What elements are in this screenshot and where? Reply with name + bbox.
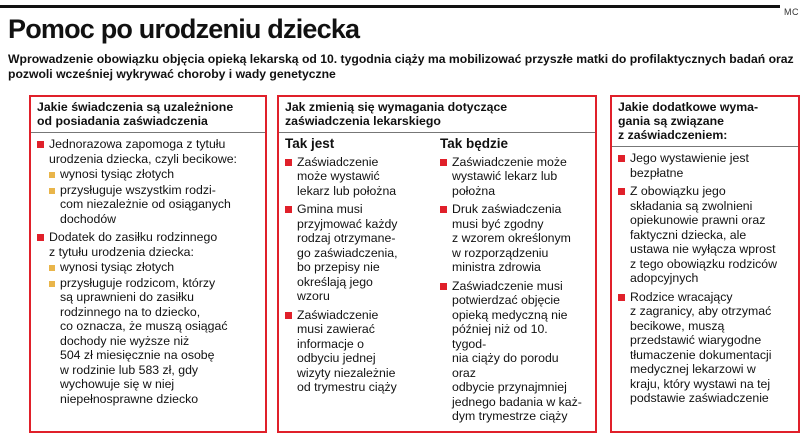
sub-item: przysługuje wszystkim rodzi- com niezależnie od osiąganych dochodów	[49, 183, 259, 227]
box-heading: Jakie dodatkowe wyma- gania są związane z zaświadczeniem:	[612, 97, 798, 147]
list-item: Rodzice wracający z zagranicy, aby otrzymać becikowe, muszą przedstawić wiarygodne tłumaczenie dokumentacji medycznej lekarzowi w kraju, który wystawi na tej podstawie zaświadczenie	[618, 290, 792, 406]
column-future	[440, 137, 585, 428]
sub-list	[49, 260, 259, 406]
item-text: Jednorazowa zapomoga z tytułu urodzenia dziecka, czyli becikowe:	[49, 137, 237, 166]
list-item	[37, 230, 259, 406]
column-current	[285, 137, 430, 428]
box-conditional-benefits	[29, 95, 267, 433]
additional-list	[618, 151, 792, 406]
current-rules-list	[285, 155, 430, 395]
column-title: Tak jest	[285, 136, 335, 151]
lead-paragraph: Wprowadzenie obowiązku objęcia opieką lekarską od 10. tygodnia ciąży ma mobilizować przyszłe matki do profilaktycznych badań oraz pozwoli wcześniej wykrywać choroby i wady genetyczne	[8, 52, 794, 81]
box-heading: Jak zmienią się wymagania dotyczące zaświadczenia lekarskiego	[279, 97, 595, 133]
top-rule	[0, 5, 780, 8]
benefit-list	[37, 137, 259, 406]
future-rules-list	[440, 155, 585, 424]
item-text: Dodatek do zasiłku rodzinnego z tytułu urodzenia dziecka:	[49, 230, 218, 259]
list-item: Zaświadczenie musi potwierdzać objęcie opieką medyczną nie później niż od 10. tygod- nia ciąży do porodu oraz odbycie przynajmniej jednego badania w każ- dym trymestrze ciąży	[440, 279, 585, 424]
sub-list	[49, 167, 259, 226]
column-title: Tak będzie	[440, 136, 509, 151]
list-item: Gmina musi przyjmować każdy rodzaj otrzymane- go zaświadczenia, bo przepisy nie określają jego wzoru	[285, 202, 430, 304]
list-item	[37, 137, 259, 226]
list-item: Z obowiązku jego składania są zwolnieni opiekunowie prawni oraz faktyczni dziecka, ale ustawa nie wyłącza wprost z tego obowiązku rodziców adopcyjnych	[618, 184, 792, 286]
sub-item: wynosi tysiąc złotych	[49, 260, 259, 275]
author-credit: MC	[784, 7, 799, 17]
sub-item: przysługuje rodzicom, którzy są uprawnieni do zasiłku rodzinnego na to dziecko, co oznacza, że muszą osiągać dochody nie wyższe niż 504 zł miesięcznie na osobę w rodzinie lub 583 zł, gdy wychowuje się w niej niepełnosprawne dziecko	[49, 276, 259, 407]
box-heading: Jakie świadczenia są uzależnione od posiadania zaświadczenia	[31, 97, 265, 133]
list-item: Zaświadczenie musi zawierać informacje o odbyciu jednej wizyty niezależnie od trymestru ciąży	[285, 308, 430, 395]
sub-item: wynosi tysiąc złotych	[49, 167, 259, 182]
box-requirement-changes	[277, 95, 597, 433]
list-item: Zaświadczenie może wystawić lekarz lub położna	[440, 155, 585, 199]
page-title: Pomoc po urodzeniu dziecka	[8, 14, 360, 44]
list-item: Zaświadczenie może wystawić lekarz lub położna	[285, 155, 430, 199]
list-item: Jego wystawienie jest bezpłatne	[618, 151, 792, 180]
list-item: Druk zaświadczenia musi być zgodny z wzorem określonym w rozporządzeniu ministra zdrowia	[440, 202, 585, 275]
box-additional-requirements	[610, 95, 800, 433]
